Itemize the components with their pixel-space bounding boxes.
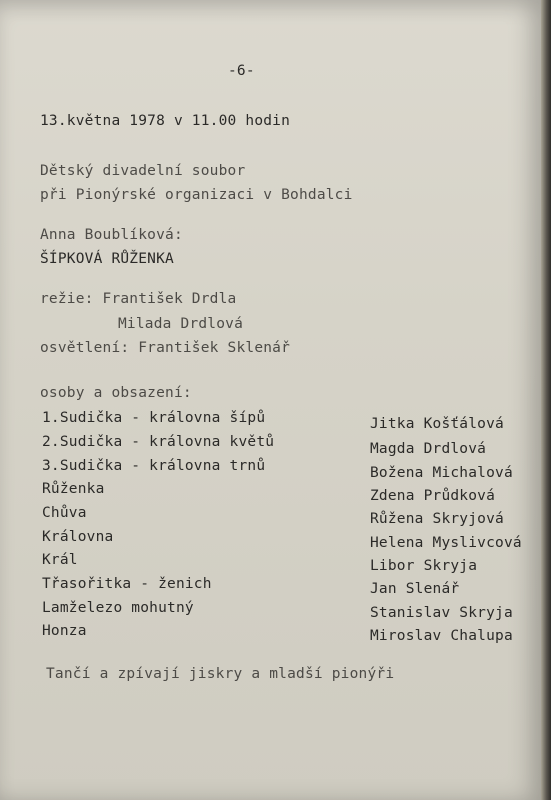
play-title: ŠÍPKOVÁ RŮŽENKA bbox=[40, 251, 174, 267]
cast-actor: Helena Myslivcová bbox=[370, 535, 522, 551]
cast-actor: Stanislav Skryja bbox=[370, 605, 513, 621]
cast-role: Král bbox=[42, 552, 78, 568]
ensemble-line-2: při Pionýrské organizaci v Bohdalci bbox=[40, 187, 353, 203]
cast-actor: Libor Skryja bbox=[370, 558, 478, 574]
cast-role: Královna bbox=[42, 529, 114, 545]
ensemble-line-1: Dětský divadelní soubor bbox=[40, 163, 246, 179]
lighting-line: osvětlení: František Sklenář bbox=[40, 340, 291, 356]
direction-second-name: Milada Drdlová bbox=[118, 316, 244, 332]
cast-actor: Božena Michalová bbox=[370, 465, 513, 481]
cast-actor: Jan Slenář bbox=[370, 581, 460, 597]
cast-role: Růženka bbox=[42, 481, 105, 497]
cast-actor: Zdena Průdková bbox=[370, 488, 496, 504]
cast-actor: Miroslav Chalupa bbox=[370, 628, 513, 644]
cast-actor: Růžena Skryjová bbox=[370, 511, 504, 527]
date-line: 13.května 1978 v 11.00 hodin bbox=[40, 113, 291, 129]
cast-role: Lamželezo mohutný bbox=[42, 600, 194, 616]
cast-actor: Jitka Košťálová bbox=[370, 416, 504, 432]
cast-role: Třasořitka - ženich bbox=[42, 576, 212, 592]
direction-line: režie: František Drdla bbox=[40, 291, 237, 307]
closing-line: Tančí a zpívají jiskry a mladší pionýři bbox=[46, 666, 395, 682]
cast-actor: Magda Drdlová bbox=[370, 441, 487, 457]
cast-role: 2.Sudička - královna květů bbox=[42, 434, 275, 450]
cast-role: 1.Sudička - královna šípů bbox=[42, 410, 266, 426]
cast-role: 3.Sudička - královna trnů bbox=[42, 458, 266, 474]
cast-role: Honza bbox=[42, 623, 87, 639]
author: Anna Boublíková: bbox=[40, 227, 183, 243]
page-number: -6- bbox=[228, 63, 255, 79]
cast-role: Chůva bbox=[42, 505, 87, 521]
cast-heading: osoby a obsazení: bbox=[40, 385, 192, 401]
page-edge bbox=[541, 0, 551, 800]
